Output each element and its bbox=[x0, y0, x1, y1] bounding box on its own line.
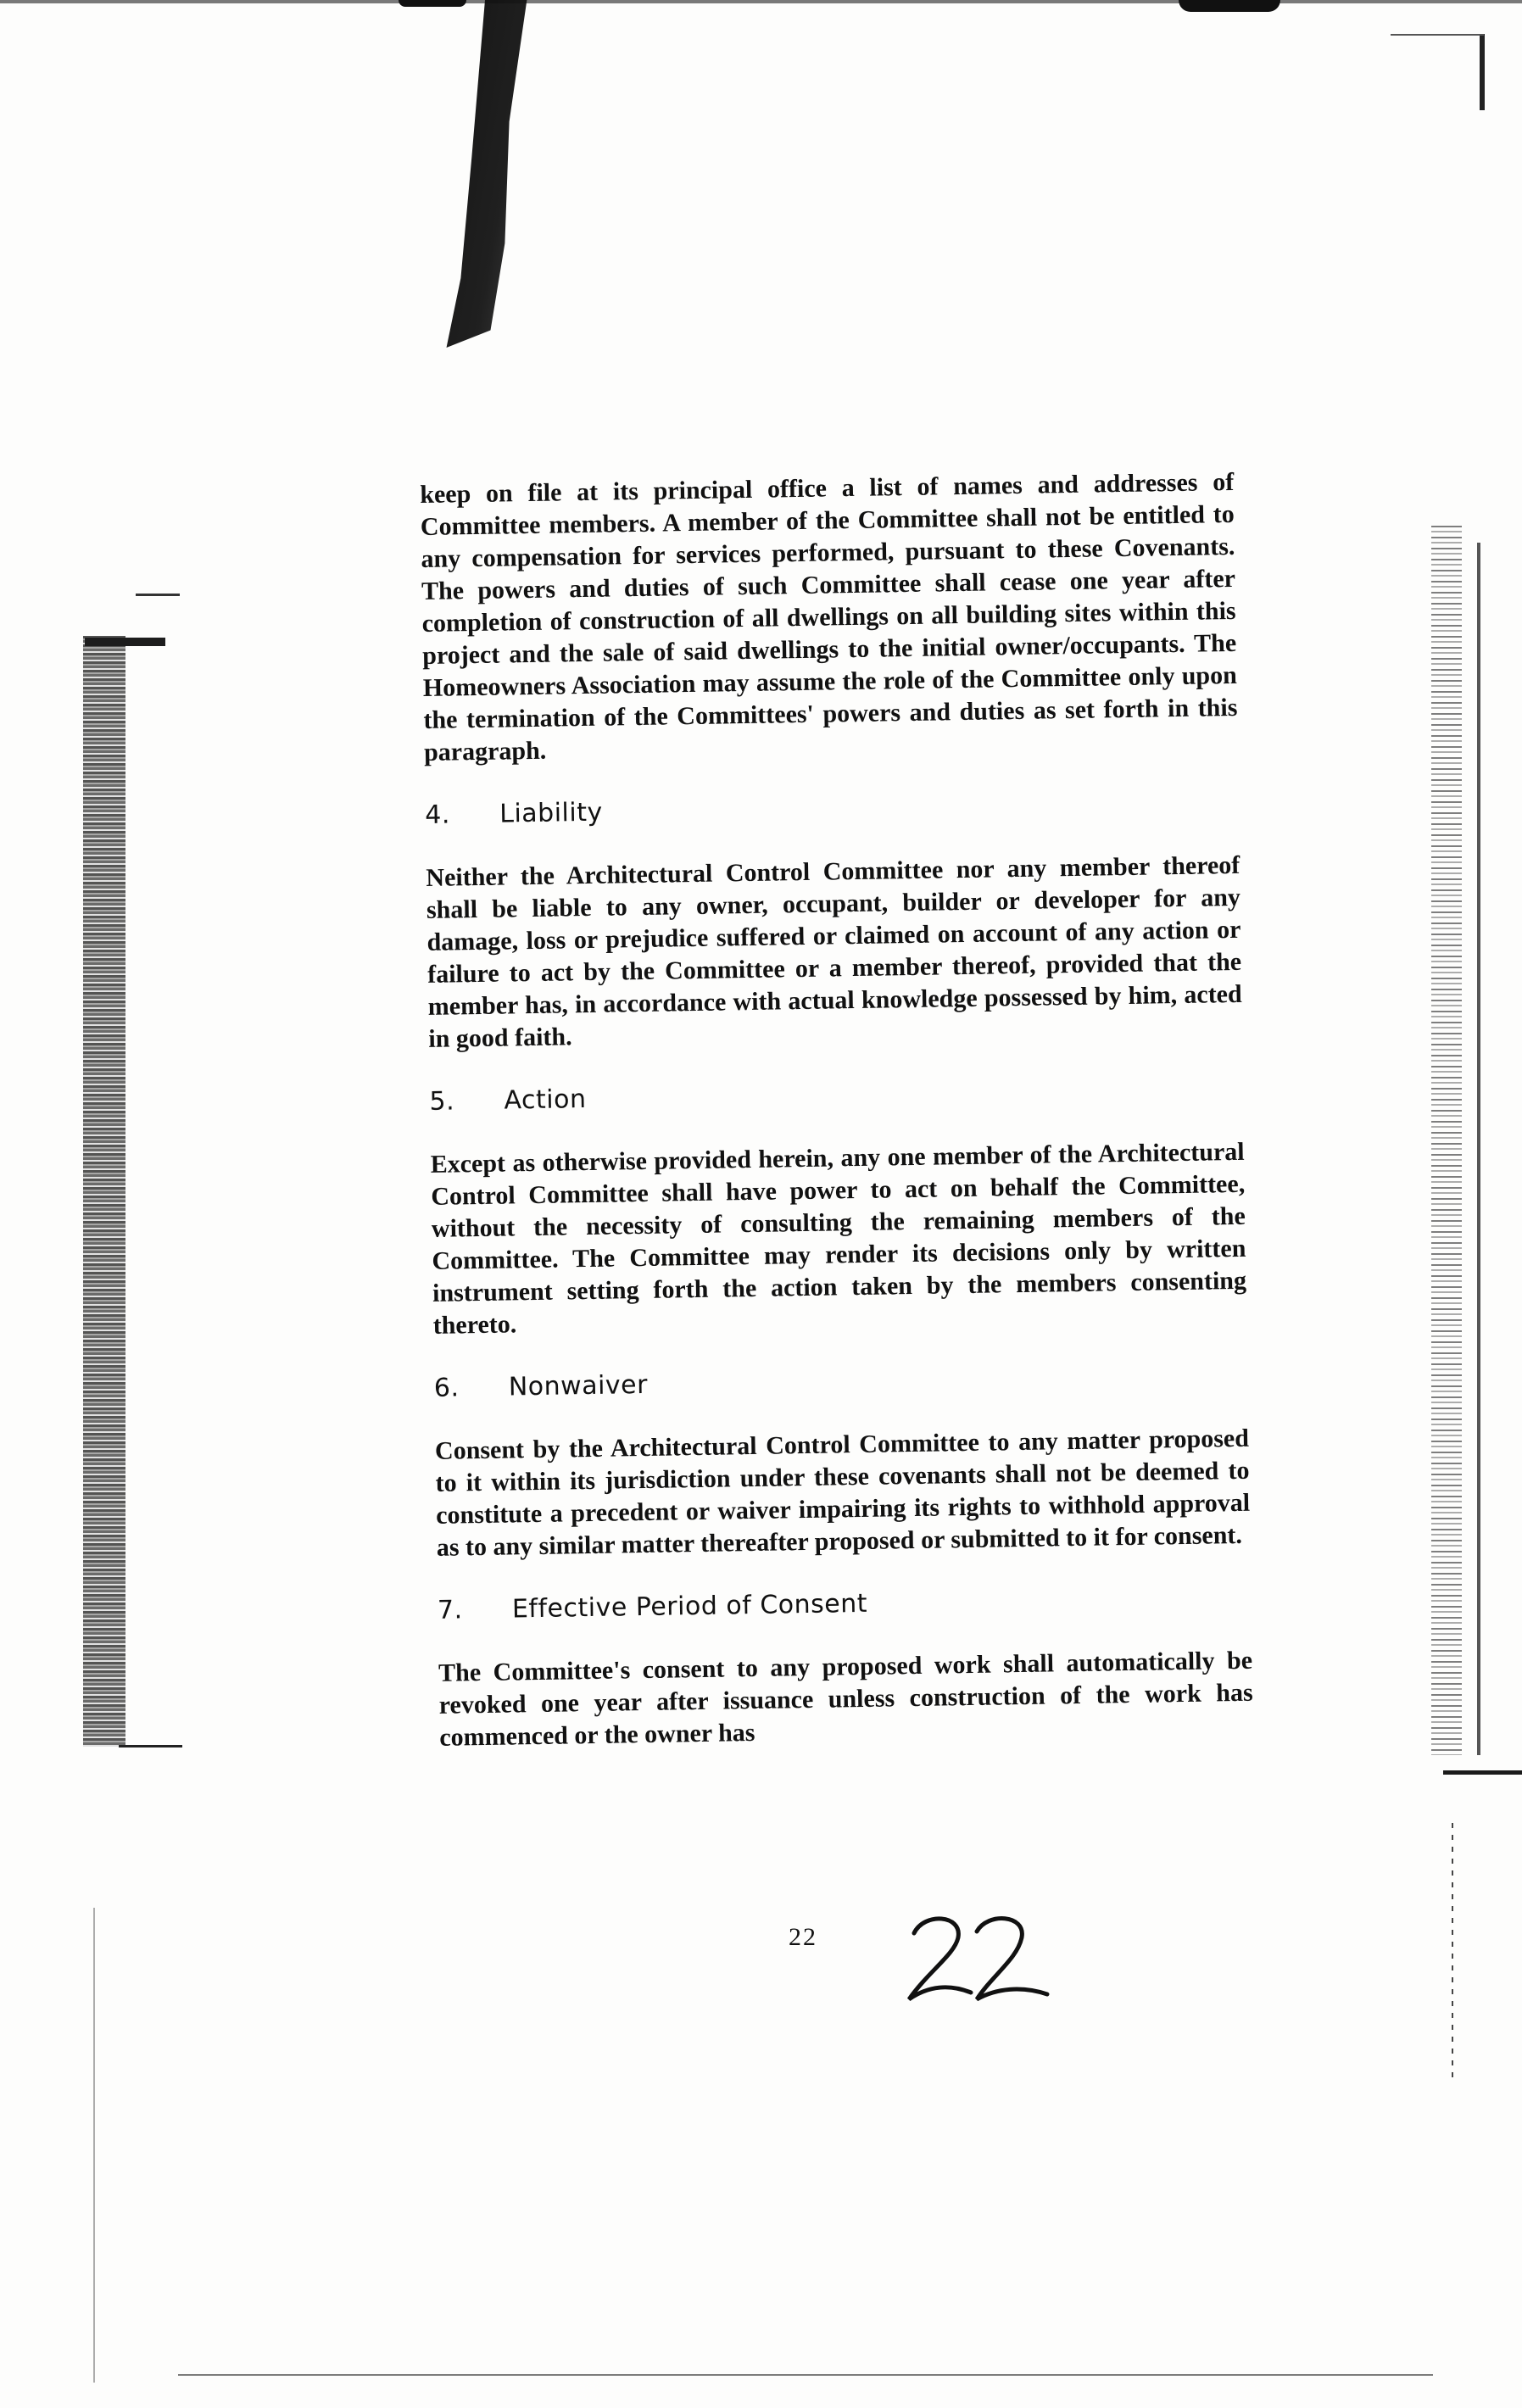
scan-right-top-rule bbox=[1391, 34, 1484, 36]
section-number: 4. bbox=[424, 800, 451, 830]
scan-right-edge bbox=[1477, 543, 1480, 1755]
section-body-liability: Neither the Architectural Control Committee nor any member thereof shall be liable to any owner, occupant, builder or developer for any damage, loss or prejudice suffered or claimed on account of any action or failure to act by the Committee or a member thereof, provided that the member has, in accordance with actual knowledge possessed by him, acted in good faith. bbox=[426, 850, 1242, 1053]
scan-bottom-edge bbox=[178, 2374, 1433, 2376]
scan-right-bracket bbox=[1480, 34, 1485, 110]
scan-right-edge-dashes bbox=[1452, 1823, 1453, 2077]
scan-left-binding-shadow bbox=[83, 636, 125, 1747]
scan-left-rule bbox=[119, 1745, 182, 1747]
scan-right-binding-shadow bbox=[1431, 526, 1462, 1755]
section-number: 6. bbox=[433, 1373, 460, 1403]
scan-smudge-top-right bbox=[1179, 0, 1280, 12]
scan-margin-smudge bbox=[441, 0, 551, 348]
scan-top-edge bbox=[0, 0, 1522, 3]
section-body-effective-period: The Committee's consent to any proposed work shall automatically be revoked one year after issuance unless construction of the work has commenced or the owner has bbox=[438, 1646, 1253, 1752]
scan-left-tick bbox=[136, 594, 180, 596]
section-body-nonwaiver: Consent by the Architectural Control Committee to any matter proposed to it within its jurisdiction under these covenants shall not be deemed to constitute a precedent or waiver impairing its rights to withhold approval as to any similar matter thereafter proposed or submitted to it for consent. bbox=[434, 1424, 1251, 1562]
section-heading-liability bbox=[425, 787, 1239, 832]
section-title: Effective Period of Consent bbox=[511, 1588, 868, 1625]
section-title: Action bbox=[504, 1084, 587, 1116]
section-number: 7. bbox=[437, 1595, 463, 1625]
section-title: Nonwaiver bbox=[508, 1369, 649, 1402]
handwritten-page-number bbox=[899, 1908, 1051, 2009]
opening-paragraph: keep on file at its principal office a list of names and addresses of Committee members. A member of the Committee shall not be entitled to any compensation for services performed, pursuant to these Covenants. The powers and duties of such Committee shall cease one year after completion of construction of all dwellings on all building sites within this project and the sale of said dwellings to the initial owner/occupants. The Homeowners Association may assume the role of the Committee only upon the termination of the Committees' powers and duties as set forth in this paragraph. bbox=[420, 467, 1238, 766]
page-number: 22 bbox=[789, 1923, 817, 1951]
scan-right-rule bbox=[1443, 1770, 1522, 1775]
section-body-action: Except as otherwise provided herein, any one member of the Architectural Control Committee shall have power to act on behalf the Committee, without the necessity of consulting the remaining members of the Committee. The Committee may render its decisions only by written instrument setting forth the action taken by the members consenting thereto. bbox=[430, 1137, 1247, 1340]
section-heading-action bbox=[429, 1073, 1243, 1118]
section-heading-effective-period bbox=[438, 1582, 1252, 1627]
scan-left-bar-cap bbox=[85, 638, 165, 646]
scan-smudge-top-left bbox=[399, 0, 466, 7]
scan-left-edge-line bbox=[93, 1908, 95, 2383]
section-title: Liability bbox=[499, 797, 603, 829]
document-body bbox=[420, 466, 1254, 1754]
section-heading-nonwaiver bbox=[434, 1360, 1248, 1405]
section-number: 5. bbox=[429, 1086, 455, 1117]
